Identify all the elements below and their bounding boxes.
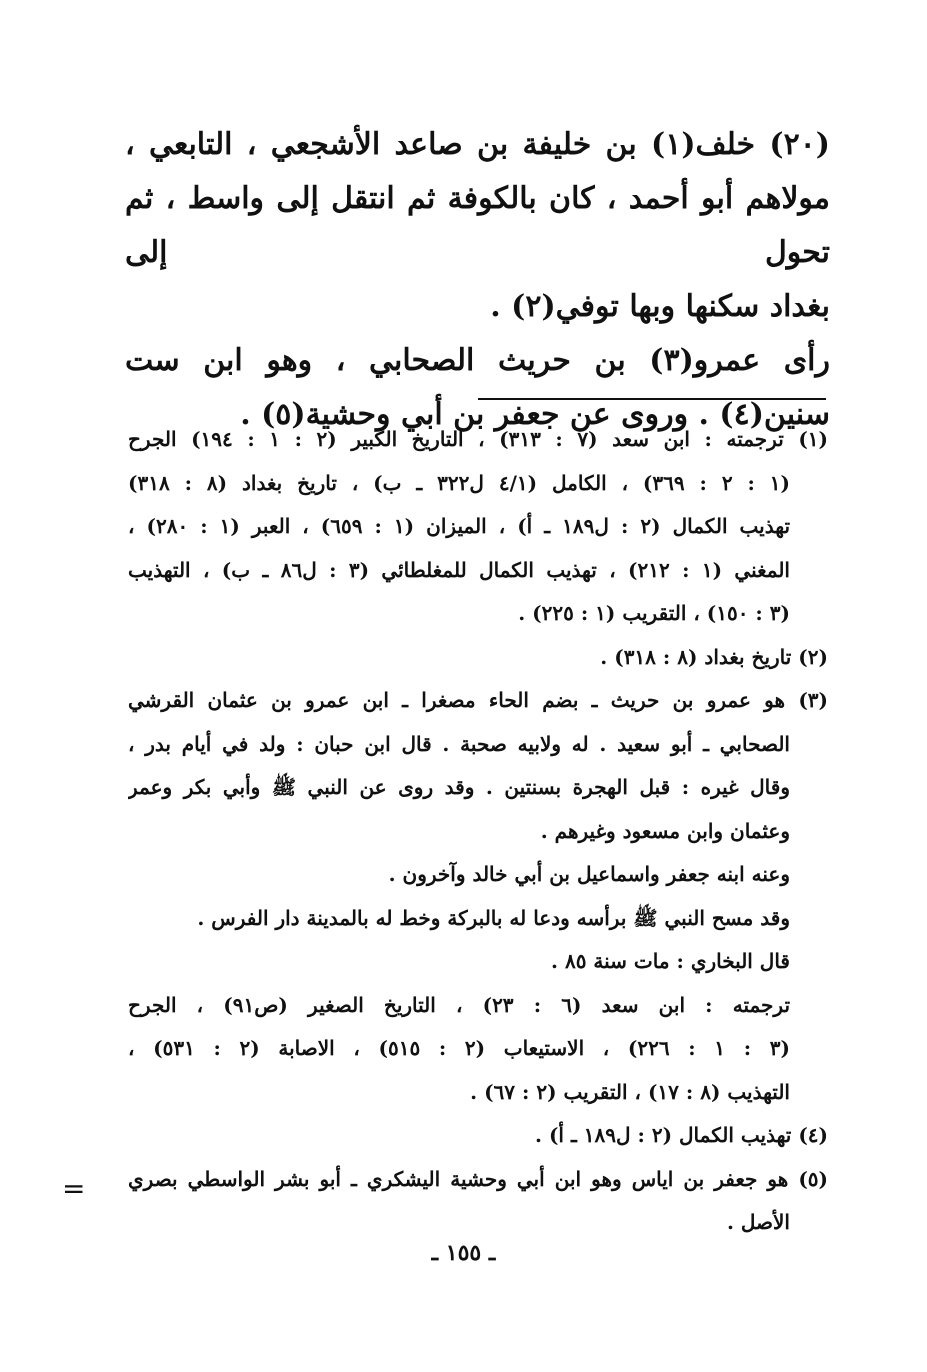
footnote-line: (٤) تهذيب الكمال (٢ : ل١٨٩ ـ أ) . [535, 1123, 828, 1147]
footnote-line: وقال غيره : قبل الهجرة بسنتين . وقد روى عن النبي ﷺ وأبي بكر وعمر [128, 775, 790, 799]
footnote-line: (١ : ٢ : ٣٦٩) ، الكامل (٤/١ ل٣٢٢ ـ ب) ، تاريخ بغداد (٨ : ٣١٨) [128, 470, 791, 495]
footnote-line: الصحابي ـ أبو سعيد . له ولابيه صحبة . قال ابن حبان : ولد في أيام بدر ، [128, 731, 790, 756]
margin-mark: = [62, 1172, 86, 1205]
footnote-line: (٣ : ١ : ٢٢٦) ، الاستيعاب (٢ : ٥١٥) ، الاصابة (٢ : ٥٣١) ، [128, 1036, 790, 1060]
footnote-line: تهذيب الكمال (٢ : ل١٨٩ ـ أ) ، الميزان (١ : ٦٥٩) ، العبر (١ : ٢٨٠) ، [128, 514, 791, 538]
footnote-separator [478, 398, 826, 400]
footnote-line: وعثمان وابن مسعود وغيرهم . [540, 818, 790, 843]
footnote-line: (٣) هو عمرو بن حريث ـ بضم الحاء مصغرا ـ ابن عمرو بن عثمان القرشي [128, 688, 828, 712]
footnote-line: وقد مسح النبي ﷺ برأسه ودعا له بالبركة وخط له بالمدينة دار الفرس . [197, 905, 790, 930]
footnote-line: (٣ : ١٥٠) ، التقريب (١ : ٢٢٥) . [518, 601, 790, 625]
main-line: سنين(٤) . وروى عن جعفر بن أبي وحشية(٥) . [240, 397, 830, 432]
footnote-line: ترجمته : ابن سعد (٦ : ٢٣) ، التاريخ الصغير (ص٩١) ، الجرح [128, 992, 791, 1017]
footnote-line: التهذيب (٨ : ١٧) ، التقريب (٢ : ٦٧) . [470, 1079, 790, 1104]
footnote-line: (١) ترجمته : ابن سعد (٧ : ٣١٣) ، التاريخ الكبير (٢ : ١ : ١٩٤) الجرح [128, 427, 828, 451]
main-line: مولاهم أبو أحمد ، كان بالكوفة ثم انتقل إلى واسط ، ثم تحول إلى [125, 181, 830, 270]
footnote-line: وعنه ابنه جعفر واسماعيل بن أبي خالد وآخرون . [388, 862, 790, 886]
footnotes [128, 418, 828, 1245]
main-line: بغداد سكنها وبها توفي(٢) . [490, 289, 830, 324]
page-number: ـ ١٥٥ ـ [431, 1240, 496, 1266]
footnote-line: قال البخاري : مات سنة ٨٥ . [551, 949, 790, 973]
footnote-line: الأصل . [726, 1210, 790, 1234]
footnote-line: (٢) تاريخ بغداد (٨ : ٣١٨) . [600, 644, 828, 669]
main-line: (٢٠) خلف(١) بن خليفة بن صاعد الأشجعي ، التابعي ، [125, 127, 830, 162]
footnote-line: المغني (١ : ٢١٢) ، تهذيب الكمال للمغلطائي (٣ : ل٨٦ ـ ب) ، التهذيب [128, 557, 790, 582]
main-line: رأى عمرو(٣) بن حريث الصحابي ، وهو ابن ست [125, 343, 830, 378]
footnote-line: (٥) هو جعفر بن اياس وهو ابن أبي وحشية اليشكري ـ أبو بشر الواسطي بصري [128, 1166, 828, 1191]
main-text [125, 118, 830, 442]
